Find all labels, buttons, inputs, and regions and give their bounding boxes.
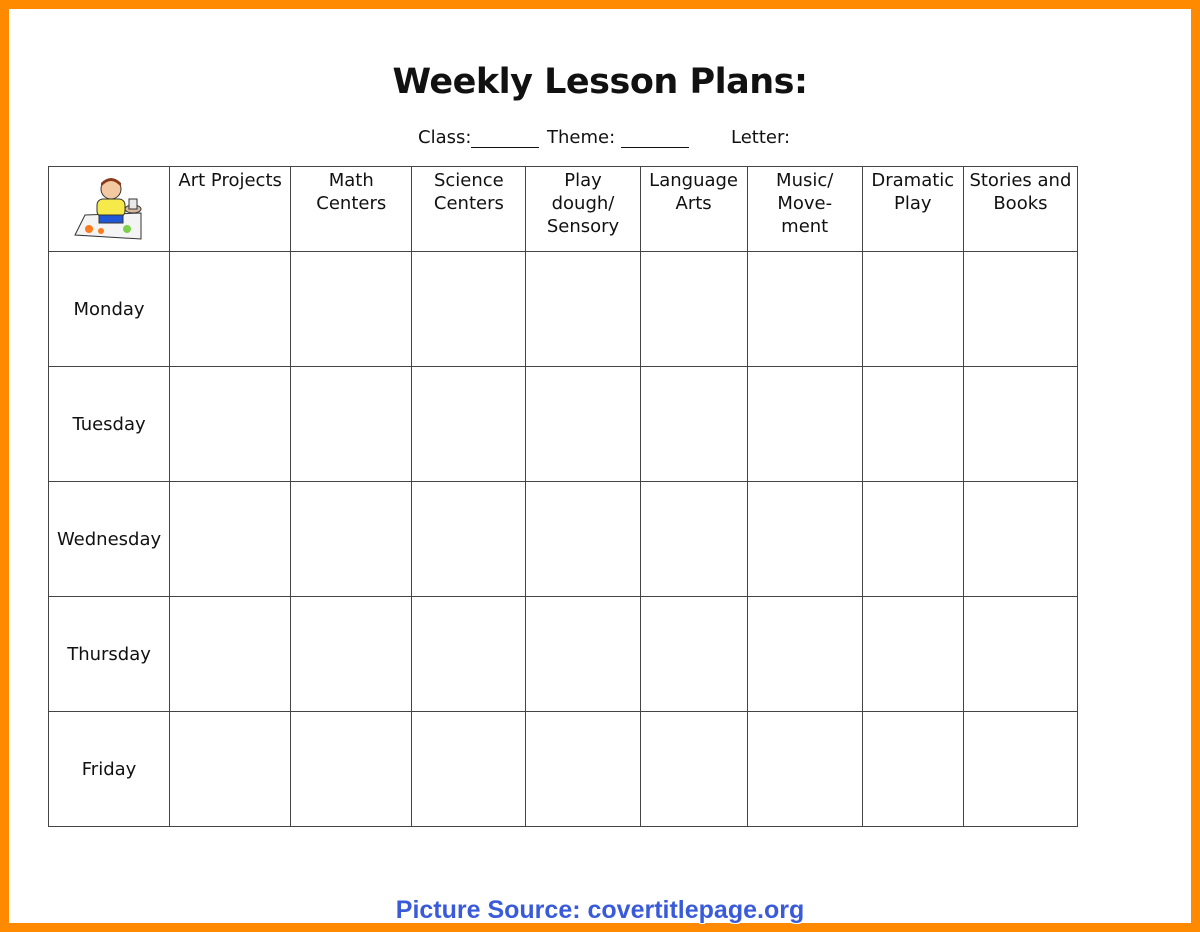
plan-cell[interactable] [291, 367, 412, 482]
theme-label: Theme: [547, 127, 616, 148]
plan-cell[interactable] [640, 252, 747, 367]
plan-cell[interactable] [412, 597, 526, 712]
col-header: Play dough/ Sensory [526, 167, 640, 252]
day-label: Wednesday [49, 482, 170, 597]
plan-cell[interactable] [412, 482, 526, 597]
plan-cell[interactable] [747, 252, 862, 367]
plan-cell[interactable] [862, 712, 963, 827]
class-label: Class: [418, 127, 472, 148]
picture-source-watermark: Picture Source: covertitlepage.org [395, 896, 805, 924]
theme-field[interactable] [547, 127, 689, 148]
day-label: Thursday [49, 597, 170, 712]
col-header: Science Centers [412, 167, 526, 252]
col-header: Dramatic Play [862, 167, 963, 252]
plan-cell[interactable] [170, 597, 291, 712]
plan-cell[interactable] [963, 367, 1077, 482]
plan-cell[interactable] [862, 367, 963, 482]
table-row [49, 597, 1078, 712]
plan-cell[interactable] [170, 482, 291, 597]
corner-cell [49, 167, 170, 252]
plan-cell[interactable] [963, 252, 1077, 367]
col-header: Math Centers [291, 167, 412, 252]
plan-cell[interactable] [291, 482, 412, 597]
plan-cell[interactable] [170, 367, 291, 482]
class-blank[interactable] [471, 129, 539, 148]
theme-blank[interactable] [621, 129, 689, 148]
table-row [49, 712, 1078, 827]
plan-cell[interactable] [862, 482, 963, 597]
plan-cell[interactable] [963, 597, 1077, 712]
plan-cell[interactable] [412, 367, 526, 482]
plan-cell[interactable] [963, 482, 1077, 597]
plan-cell[interactable] [412, 252, 526, 367]
plan-cell[interactable] [526, 712, 640, 827]
table-row [49, 482, 1078, 597]
plan-cell[interactable] [640, 367, 747, 482]
plan-cell[interactable] [640, 482, 747, 597]
plan-cell[interactable] [170, 712, 291, 827]
plan-cell[interactable] [640, 597, 747, 712]
plan-cell[interactable] [291, 597, 412, 712]
day-label: Monday [49, 252, 170, 367]
table-row [49, 252, 1078, 367]
plan-cell[interactable] [862, 597, 963, 712]
plan-cell[interactable] [526, 597, 640, 712]
plan-cell[interactable] [747, 482, 862, 597]
plan-cell[interactable] [412, 712, 526, 827]
plan-cell[interactable] [640, 712, 747, 827]
plan-cell[interactable] [747, 712, 862, 827]
plan-cell[interactable] [526, 252, 640, 367]
letter-label: Letter: [731, 127, 791, 148]
plan-cell[interactable] [291, 712, 412, 827]
lesson-plan-table [48, 166, 1078, 827]
letter-field[interactable] [731, 127, 790, 148]
plan-cell[interactable] [747, 597, 862, 712]
header-row [49, 167, 1078, 252]
class-field[interactable] [418, 127, 539, 148]
day-label: Tuesday [49, 367, 170, 482]
child-painting-icon [71, 169, 147, 245]
col-header: Stories and Books [963, 167, 1077, 252]
day-label: Friday [49, 712, 170, 827]
plan-cell[interactable] [526, 482, 640, 597]
plan-cell[interactable] [526, 367, 640, 482]
plan-cell[interactable] [747, 367, 862, 482]
plan-cell[interactable] [862, 252, 963, 367]
plan-cell[interactable] [170, 252, 291, 367]
table-row [49, 367, 1078, 482]
col-header: Music/ Move- ment [747, 167, 862, 252]
col-header: Art Projects [170, 167, 291, 252]
plan-cell[interactable] [291, 252, 412, 367]
col-header: Language Arts [640, 167, 747, 252]
page-title: Weekly Lesson Plans: [392, 62, 808, 102]
plan-cell[interactable] [963, 712, 1077, 827]
